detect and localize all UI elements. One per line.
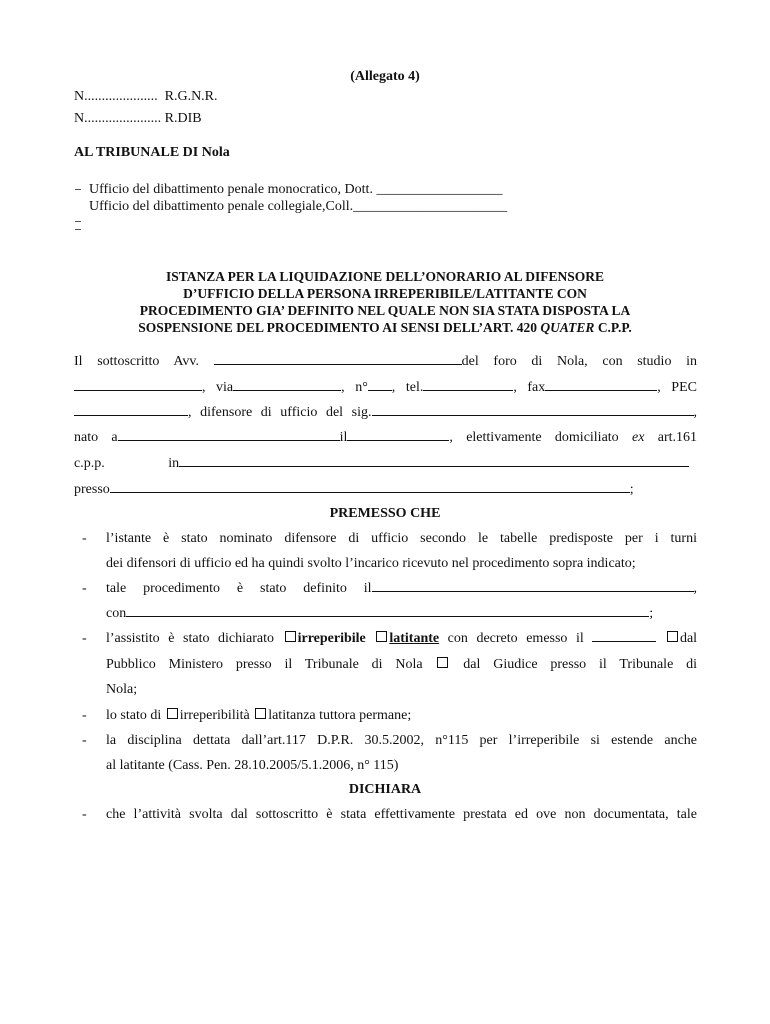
intro-line-1: Il sottoscritto Avv. del foro di Nola, con studio in (74, 354, 698, 369)
intro-line-2: , via , n° , tel. , fax , PEC (74, 378, 697, 398)
document-title (60, 268, 710, 336)
pec-field[interactable] (74, 403, 188, 416)
dichiara-heading: DICHIARA (348, 782, 422, 797)
title-line-1: ISTANZA PER LA LIQUIDAZIONE DELL’ONORARIO AL DIFENSORE (165, 269, 605, 284)
latitante-checkbox[interactable] (376, 631, 387, 642)
tribunale-heading: AL TRIBUNALE DI Nola (74, 145, 230, 160)
bullet-dash: - (82, 531, 87, 546)
intro-line-5: c.p.p. in (74, 454, 697, 473)
premesso-item-3-line-1: l’assistito è stato dichiarato irreperibile latitante con decreto emesso il dal (106, 631, 698, 646)
presso-field[interactable] (110, 480, 630, 493)
tel-field[interactable] (423, 378, 513, 391)
pm-checkbox[interactable] (667, 631, 678, 642)
bullet-dash: - (82, 708, 87, 723)
rgnr-line[interactable] (74, 88, 218, 106)
birthdate-field[interactable] (347, 428, 449, 441)
title-line-2: D’UFFICIO DELLA PERSONA IRREPERIBILE/LATITANTE CON (183, 286, 587, 301)
rdib-field[interactable]: N...................... (74, 111, 162, 126)
premesso-item-3-line-3: Nola; (106, 682, 138, 697)
bullet-dash: - (82, 631, 87, 646)
rgnr-field[interactable]: N..................... (74, 89, 158, 104)
irreperibilita-checkbox[interactable] (167, 708, 178, 719)
premesso-item-2-line-2: con ; (106, 606, 654, 621)
fax-field[interactable] (545, 378, 657, 391)
intro-line-4: nato a il , elettivamente domiciliato ex art.161 (74, 430, 698, 445)
premesso-item-4: lo stato di irreperibilità latitanza tuttora permane; (106, 708, 412, 723)
premesso-item-5-line-2: al latitante (Cass. Pen. 28.10.2005/5.1.2006, n° 115) (106, 758, 399, 773)
premesso-item-2-line-1: tale procedimento è stato definito il , (106, 581, 697, 596)
studio-city-field[interactable] (74, 378, 202, 391)
decree-date-field[interactable] (592, 629, 656, 642)
rgnr-label: R.G.N.R. (164, 89, 218, 104)
assistito-name-field[interactable] (372, 403, 694, 416)
latitanza-checkbox[interactable] (255, 708, 266, 719)
title-line-4: SOSPENSIONE DEL PROCEDIMENTO AI SENSI DELL’ART. 420 QUATER C.P.P. (138, 320, 632, 335)
premesso-item-5-line-1: la disciplina dettata dall’art.117 D.P.R. 30.5.2002, n°115 per l’irreperibile si estende anche (106, 733, 697, 748)
intro-line-3: , difensore di ufficio del sig. , (74, 403, 697, 423)
office-extra-checkbox[interactable] (75, 223, 81, 230)
irreperibile-checkbox[interactable] (285, 631, 296, 642)
domicile-field[interactable] (179, 454, 689, 467)
office-collegiale-label: Ufficio del dibattimento penale collegiale,Coll.______________________ (89, 199, 508, 214)
civic-number-field[interactable] (368, 378, 392, 391)
dichiara-item-1: che l’attività svolta dal sottoscritto è stata effettivamente prestata ed ove non documentata, tale (106, 807, 697, 822)
rdib-line[interactable] (74, 110, 202, 128)
premesso-item-1-line-2: dei difensori di ufficio ed ha quindi svolto l’incarico ricevuto nel procedimento sopra indicato; (106, 556, 636, 571)
intro-line-6: presso ; (74, 482, 634, 497)
office-monocratico-checkbox[interactable] (75, 183, 81, 190)
bullet-dash: - (82, 581, 87, 596)
definition-date-field[interactable] (372, 579, 694, 592)
title-line-3: PROCEDIMENTO GIA’ DEFINITO NEL QUALE NON SIA STATA DISPOSTA LA (139, 303, 631, 318)
definition-mode-field[interactable] (126, 604, 649, 617)
premesso-heading: PREMESSO CHE (329, 506, 441, 521)
office-monocratico-label: Ufficio del dibattimento penale monocratico, Dott. __________________ (89, 182, 503, 197)
allegato-label: (Allegato 4) (350, 69, 420, 84)
bullet-dash: - (82, 733, 87, 748)
giudice-checkbox[interactable] (437, 657, 448, 668)
via-field[interactable] (233, 378, 341, 391)
premesso-item-3-line-2: Pubblico Ministero presso il Tribunale di Nola dal Giudice presso il Tribunale di (106, 657, 698, 672)
office-collegiale-checkbox[interactable] (75, 215, 81, 222)
rdib-label: R.DIB (164, 111, 202, 126)
bullet-dash: - (82, 807, 87, 822)
avvocato-name-field[interactable] (214, 352, 462, 365)
birthplace-field[interactable] (118, 428, 340, 441)
premesso-item-1-line-1: l’istante è stato nominato difensore di ufficio secondo le tabelle predisposte per i turni (106, 531, 697, 546)
